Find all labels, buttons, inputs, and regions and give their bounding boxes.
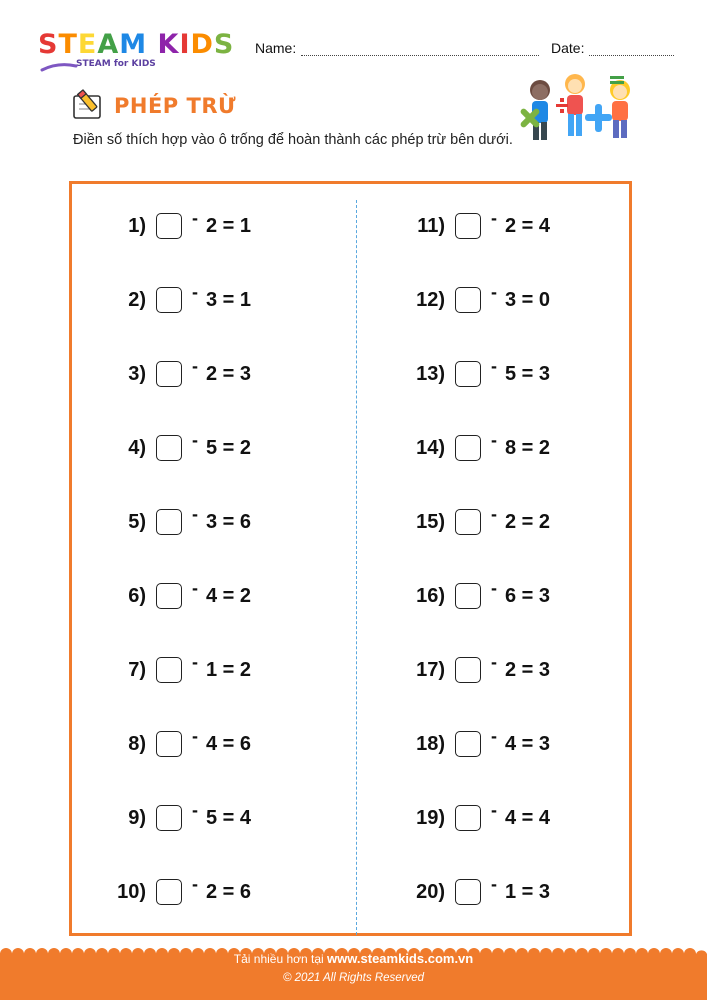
- problem-row: [98, 579, 251, 613]
- minus-sign: -: [491, 281, 497, 302]
- problem-number: 14): [416, 436, 445, 459]
- problem-expression: 4 = 6: [206, 732, 252, 755]
- steam-kids-logo: [38, 30, 238, 69]
- problem-expression: 3 = 6: [206, 510, 252, 533]
- problem-number: 11): [417, 214, 445, 237]
- minus-sign: -: [491, 799, 497, 820]
- answer-box[interactable]: [455, 361, 481, 387]
- logo-letter: I: [179, 29, 191, 60]
- problem-row: [98, 727, 251, 761]
- problem-expression: 2 = 3: [206, 362, 252, 385]
- problem-expression: 4 = 3: [505, 732, 551, 755]
- problem-row: [397, 283, 550, 317]
- minus-sign: -: [192, 503, 198, 524]
- minus-sign: -: [192, 873, 198, 894]
- problem-expression: 2 = 1: [206, 214, 252, 237]
- answer-box[interactable]: [455, 657, 481, 683]
- problem-row: [397, 431, 550, 465]
- problem-expression: 8 = 2: [505, 436, 551, 459]
- problem-number: 4): [128, 436, 146, 459]
- name-line[interactable]: [301, 43, 539, 56]
- logo-letter: S: [213, 29, 235, 60]
- problem-row: [397, 505, 550, 539]
- problem-row: [98, 357, 251, 391]
- minus-sign: -: [192, 725, 198, 746]
- minus-sign: -: [491, 503, 497, 524]
- answer-box[interactable]: [156, 731, 182, 757]
- problem-number: 10): [117, 880, 146, 903]
- answer-box[interactable]: [156, 509, 182, 535]
- problem-number: 1): [128, 214, 146, 237]
- minus-sign: -: [491, 577, 497, 598]
- problem-number: 2): [128, 288, 146, 311]
- problem-row: [397, 727, 550, 761]
- answer-box[interactable]: [455, 879, 481, 905]
- kids-math-illustration: [512, 70, 642, 155]
- problem-row: [397, 801, 550, 835]
- problem-expression: 2 = 4: [505, 214, 551, 237]
- answer-box[interactable]: [455, 287, 481, 313]
- minus-sign: -: [491, 651, 497, 672]
- instructions: Điền số thích hợp vào ô trống để hoàn thành các phép trừ bên dưới.: [73, 132, 513, 148]
- problem-number: 16): [416, 584, 445, 607]
- answer-box[interactable]: [156, 287, 182, 313]
- answer-box[interactable]: [455, 435, 481, 461]
- minus-sign: -: [192, 577, 198, 598]
- problem-row: [98, 431, 251, 465]
- problem-row: [397, 875, 550, 909]
- answer-box[interactable]: [455, 583, 481, 609]
- minus-sign: -: [192, 355, 198, 376]
- problem-expression: 1 = 2: [206, 658, 252, 681]
- minus-sign: -: [491, 355, 497, 376]
- problem-number: 5): [128, 510, 146, 533]
- problem-number: 19): [416, 806, 445, 829]
- problem-row: [98, 209, 251, 243]
- column-divider: [356, 200, 357, 935]
- logo-letter: M: [119, 29, 148, 60]
- minus-sign: -: [491, 725, 497, 746]
- logo-letter: A: [97, 29, 120, 60]
- answer-box[interactable]: [156, 657, 182, 683]
- problem-row: [397, 357, 550, 391]
- problem-row: [98, 801, 251, 835]
- minus-sign: -: [491, 207, 497, 228]
- problem-expression: 5 = 4: [206, 806, 252, 829]
- logo-letter: K: [157, 29, 180, 60]
- footer-copyright: © 2021 All Rights Reserved: [282, 972, 424, 984]
- problem-row: [397, 653, 550, 687]
- answer-box[interactable]: [156, 435, 182, 461]
- problem-expression: 4 = 2: [206, 584, 252, 607]
- problem-expression: 1 = 3: [505, 880, 551, 903]
- minus-sign: -: [192, 429, 198, 450]
- answer-box[interactable]: [455, 509, 481, 535]
- problem-expression: 6 = 3: [505, 584, 551, 607]
- problem-number: 13): [416, 362, 445, 385]
- logo-letter: S: [38, 29, 59, 60]
- problem-row: [98, 653, 251, 687]
- problem-expression: 2 = 3: [505, 658, 551, 681]
- answer-box[interactable]: [455, 213, 481, 239]
- date-label: Date:: [551, 40, 585, 56]
- date-field[interactable]: [551, 40, 674, 56]
- minus-sign: -: [192, 281, 198, 302]
- logo-letter: T: [58, 29, 78, 60]
- problem-number: 20): [416, 880, 445, 903]
- logo-letter: D: [190, 29, 214, 60]
- footer-website-link[interactable]: www.steamkids.com.vn: [327, 951, 474, 966]
- logo-letter: [147, 30, 157, 60]
- logo-swoosh-icon: [40, 60, 80, 74]
- problem-expression: 3 = 1: [206, 288, 252, 311]
- logo-wordmark: [38, 30, 238, 60]
- problem-row: [98, 283, 251, 317]
- problem-number: 12): [416, 288, 445, 311]
- problem-number: 6): [128, 584, 146, 607]
- footer-prefix: Tải nhiều hơn tại: [233, 952, 324, 966]
- logo-subtitle: STEAM for KIDS: [76, 59, 156, 69]
- logo-letter: E: [77, 29, 98, 60]
- problem-expression: 5 = 3: [505, 362, 551, 385]
- name-label: Name:: [255, 40, 297, 56]
- problem-expression: 3 = 0: [505, 288, 551, 311]
- answer-box[interactable]: [455, 731, 481, 757]
- minus-sign: -: [192, 799, 198, 820]
- answer-box[interactable]: [455, 805, 481, 831]
- answer-box[interactable]: [156, 879, 182, 905]
- problem-row: [397, 579, 550, 613]
- problem-row: [98, 875, 251, 909]
- problem-row: [98, 505, 251, 539]
- problem-number: 17): [416, 658, 445, 681]
- answer-box[interactable]: [156, 361, 182, 387]
- problem-expression: 5 = 2: [206, 436, 252, 459]
- footer-website-line: [0, 951, 707, 966]
- problem-number: 7): [128, 658, 146, 681]
- problem-number: 9): [128, 806, 146, 829]
- problem-row: [397, 209, 550, 243]
- problem-number: 3): [128, 362, 146, 385]
- problem-number: 18): [416, 732, 445, 755]
- answer-box[interactable]: [156, 805, 182, 831]
- date-line[interactable]: [589, 43, 674, 56]
- minus-sign: -: [192, 207, 198, 228]
- answer-box[interactable]: [156, 583, 182, 609]
- problem-number: 15): [416, 510, 445, 533]
- problem-expression: 2 = 6: [206, 880, 252, 903]
- problem-expression: 4 = 4: [505, 806, 551, 829]
- problem-number: 8): [128, 732, 146, 755]
- minus-sign: -: [491, 873, 497, 894]
- notepad-pencil-icon: [70, 88, 108, 122]
- answer-box[interactable]: [156, 213, 182, 239]
- name-field[interactable]: [255, 40, 539, 56]
- minus-sign: -: [192, 651, 198, 672]
- problem-expression: 2 = 2: [505, 510, 551, 533]
- minus-sign: -: [491, 429, 497, 450]
- worksheet-title: PHÉP TRỪ: [114, 94, 237, 118]
